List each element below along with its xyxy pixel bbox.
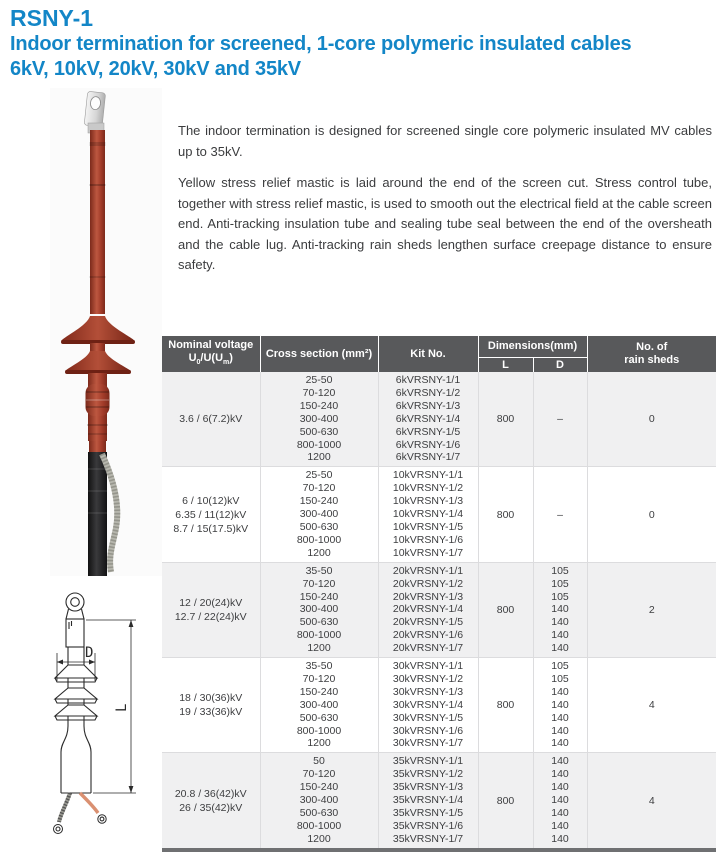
cell-line: 10kVRSNY-1/2 (392, 482, 464, 495)
cell-line: 30kVRSNY-1/6 (392, 724, 464, 737)
cell-line: 20kVRSNY-1/2 (392, 577, 464, 590)
dimension-drawing (14, 589, 162, 853)
header-dim-d: D (533, 357, 587, 372)
cell-line: 1200 (307, 546, 331, 559)
cell-line: 30kVRSNY-1/3 (392, 685, 464, 698)
dim-d-cell: – (533, 467, 587, 562)
cell-line: 26 / 35(42)kV (179, 801, 243, 814)
cell-line: 140 (551, 642, 569, 655)
header-dim-l: L (478, 357, 533, 372)
kit-no-cell (378, 467, 478, 562)
cell-line: 20kVRSNY-1/7 (392, 642, 464, 655)
intro-text (178, 121, 712, 276)
table-group-row (162, 372, 716, 467)
cell-line: 70-120 (302, 577, 336, 590)
cell-line: 6 / 10(12)kV (182, 494, 240, 507)
cell-line: 35kVRSNY-1/1 (392, 755, 464, 768)
cell-line: 20.8 / 36(42)kV (174, 787, 247, 800)
spec-table-body (162, 372, 716, 848)
table-group-row (162, 658, 716, 753)
cell-line: 20kVRSNY-1/1 (392, 564, 464, 577)
cell-line: 1200 (307, 451, 331, 464)
cell-line: 300-400 (299, 508, 339, 521)
dim-label-d: D (85, 645, 94, 661)
cell-line: 10kVRSNY-1/7 (392, 546, 464, 559)
cell-line: 140 (551, 711, 569, 724)
cell-line: 140 (551, 794, 569, 807)
cell-line: 30kVRSNY-1/7 (392, 737, 464, 750)
cell-line: 70-120 (302, 768, 336, 781)
cell-line: 140 (551, 768, 569, 781)
cell-line: 35kVRSNY-1/4 (392, 794, 464, 807)
cell-line: 3.6 / 6(7.2)kV (179, 413, 243, 426)
voltage-cell (162, 467, 260, 562)
cell-line: 500-630 (299, 711, 339, 724)
cell-line: 50 (313, 755, 325, 768)
cell-line: 500-630 (299, 807, 339, 819)
cell-line: 140 (551, 685, 569, 698)
cell-line: 20kVRSNY-1/6 (392, 629, 464, 642)
cell-line: 30kVRSNY-1/1 (392, 660, 464, 673)
cell-line: 6kVRSNY-1/4 (395, 412, 461, 425)
cell-line: 30kVRSNY-1/5 (392, 711, 464, 724)
cell-line: 35kVRSNY-1/7 (392, 832, 464, 845)
cell-line: 800-1000 (296, 724, 342, 737)
rain-sheds-cell: 2 (587, 562, 716, 657)
dim-d-cell (533, 562, 587, 657)
cell-line: 10kVRSNY-1/6 (392, 533, 464, 546)
cross-section-cell (260, 562, 378, 657)
cross-section-cell (260, 467, 378, 562)
cell-line: 6kVRSNY-1/2 (395, 386, 461, 399)
rain-sheds-cell: 4 (587, 753, 716, 848)
cell-line: 20kVRSNY-1/5 (392, 616, 464, 629)
header-dimensions: Dimensions(mm) (478, 336, 587, 357)
dim-label-l: L (114, 703, 130, 712)
cell-line: 12 / 20(24)kV (179, 596, 243, 609)
page-subtitle-line2: 6kV, 10kV, 20kV, 30kV and 35kV (10, 58, 301, 80)
dim-l-cell: 800 (478, 658, 533, 753)
cell-line: 20kVRSNY-1/4 (392, 603, 464, 616)
cell-line: 10kVRSNY-1/4 (392, 508, 464, 521)
cell-line: 6kVRSNY-1/1 (395, 374, 461, 386)
cell-line: 150-240 (299, 781, 339, 794)
cell-line: 30kVRSNY-1/4 (392, 698, 464, 711)
cell-line: 105 (551, 564, 569, 577)
intro-paragraph-2: Yellow stress relief mastic is laid around the end of the screen cut. Stress control tube, together with stress relief mastic, is used to smooth out the electrical field at the cable screen end. Anti-tracking insulation tube and sealing tube seal between the end of the oversheath and the cable lug. Anti-tracking rain sheds lengthen surface creepage distance to ensure safety. (178, 175, 712, 272)
header-kit-no: Kit No. (378, 336, 478, 372)
cell-line: 300-400 (299, 698, 339, 711)
product-photo-svg (50, 88, 162, 576)
dim-l-cell: 800 (478, 372, 533, 467)
drawing-shed-1 (55, 665, 97, 678)
voltage-cell (162, 753, 260, 848)
table-bottom-bar (162, 848, 716, 852)
dim-l-cell: 800 (478, 467, 533, 562)
cell-line: 10kVRSNY-1/3 (392, 495, 464, 508)
kit-no-cell (378, 658, 478, 753)
cell-line: 10kVRSNY-1/5 (392, 520, 464, 533)
cell-line: 6kVRSNY-1/5 (395, 425, 461, 438)
cell-line: 35kVRSNY-1/5 (392, 807, 464, 819)
intro-paragraph-1: The indoor termination is designed for screened single core polymeric insulated MV cables up to 35kV. (178, 123, 712, 159)
dim-d-cell (533, 753, 587, 848)
dimension-drawing-svg (14, 589, 162, 853)
cell-line: 6kVRSNY-1/7 (395, 451, 461, 464)
product-photo (50, 88, 162, 576)
kit-no-cell (378, 753, 478, 848)
insulation-tube (90, 130, 105, 314)
cross-section-cell (260, 372, 378, 467)
cell-line: 6kVRSNY-1/3 (395, 399, 461, 412)
spec-table (162, 336, 716, 848)
cell-line: 500-630 (299, 616, 339, 629)
cell-line: 140 (551, 603, 569, 616)
cell-line: 12.7 / 22(24)kV (174, 610, 247, 623)
cell-line: 140 (551, 781, 569, 794)
cell-line: 140 (551, 629, 569, 642)
drawing-shed-3 (55, 705, 97, 716)
rain-sheds-cell: 0 (587, 467, 716, 562)
cell-line: 300-400 (299, 603, 339, 616)
kit-no-cell (378, 562, 478, 657)
page-subtitle-line1: Indoor termination for screened, 1-core polymeric insulated cables (10, 33, 632, 55)
cell-line: 35-50 (305, 660, 333, 673)
cell-line: 140 (551, 819, 569, 832)
table-group-row (162, 467, 716, 562)
header-cross-section: Cross section (mm²) (260, 336, 378, 372)
cell-line: 140 (551, 832, 569, 845)
drawing-earth-wire (80, 793, 98, 813)
voltage-cell (162, 372, 260, 467)
cell-line: 150-240 (299, 495, 339, 508)
dim-l-cell: 800 (478, 753, 533, 848)
cell-line: 35kVRSNY-1/3 (392, 781, 464, 794)
spec-table-section (162, 336, 716, 852)
cell-line: 1200 (307, 737, 331, 750)
cell-line: 500-630 (299, 425, 339, 438)
drawing-lug-ring (66, 593, 84, 611)
cell-line: 800-1000 (296, 533, 342, 546)
cell-line: 6kVRSNY-1/6 (395, 438, 461, 451)
cell-line: 140 (551, 807, 569, 819)
cell-line: 35kVRSNY-1/2 (392, 768, 464, 781)
cell-line: 1200 (307, 832, 331, 845)
cell-line: 150-240 (299, 399, 339, 412)
cell-line: 70-120 (302, 482, 336, 495)
cell-line: 105 (551, 660, 569, 673)
cell-line: 500-630 (299, 520, 339, 533)
cell-line: 6.35 / 11(12)kV (175, 508, 247, 521)
cross-section-cell (260, 658, 378, 753)
dim-l-cell: 800 (478, 562, 533, 657)
cell-line: 35kVRSNY-1/6 (392, 819, 464, 832)
cell-line: 10kVRSNY-1/1 (392, 469, 464, 482)
page-heading (10, 4, 710, 82)
cross-section-cell (260, 753, 378, 848)
cell-line: 35-50 (305, 564, 333, 577)
cell-line: 19 / 33(36)kV (179, 706, 243, 719)
cell-line: 800-1000 (296, 438, 342, 451)
cell-line: 300-400 (299, 794, 339, 807)
kit-no-cell (378, 372, 478, 467)
cell-line: 800-1000 (296, 629, 342, 642)
cell-line: 25-50 (305, 469, 333, 482)
cell-line: 140 (551, 724, 569, 737)
table-group-row (162, 753, 716, 848)
voltage-cell (162, 562, 260, 657)
table-group-row (162, 562, 716, 657)
cell-line: 70-120 (302, 672, 336, 685)
cell-line: 150-240 (299, 590, 339, 603)
cell-line: 150-240 (299, 685, 339, 698)
dim-d-cell (533, 658, 587, 753)
cell-line: 25-50 (305, 374, 333, 386)
drawing-shed-2 (55, 688, 97, 699)
cell-line: 140 (551, 737, 569, 750)
cell-line: 300-400 (299, 412, 339, 425)
cell-line: 20kVRSNY-1/3 (392, 590, 464, 603)
cell-line: 140 (551, 616, 569, 629)
cable-lug (84, 91, 105, 127)
cell-line: 140 (551, 755, 569, 768)
cell-line: 800-1000 (296, 819, 342, 832)
cell-line: 30kVRSNY-1/2 (392, 672, 464, 685)
cell-line: 1200 (307, 642, 331, 655)
cell-line: 70-120 (302, 386, 336, 399)
rain-sheds-cell: 4 (587, 658, 716, 753)
product-model-title: RSNY-1 (10, 5, 94, 31)
cell-line: 8.7 / 15(17.5)kV (173, 522, 249, 535)
cell-line: 105 (551, 577, 569, 590)
header-nominal-voltage: Nominal voltage $U_0/U(U_m)$ (162, 336, 260, 372)
header-rain-sheds: No. of rain sheds (587, 336, 716, 372)
cell-line: 18 / 30(36)kV (179, 692, 243, 705)
cell-line: 105 (551, 672, 569, 685)
rain-sheds-cell: 0 (587, 372, 716, 467)
cell-line: 105 (551, 590, 569, 603)
cell-line: 140 (551, 698, 569, 711)
dim-d-cell: – (533, 372, 587, 467)
voltage-cell (162, 658, 260, 753)
